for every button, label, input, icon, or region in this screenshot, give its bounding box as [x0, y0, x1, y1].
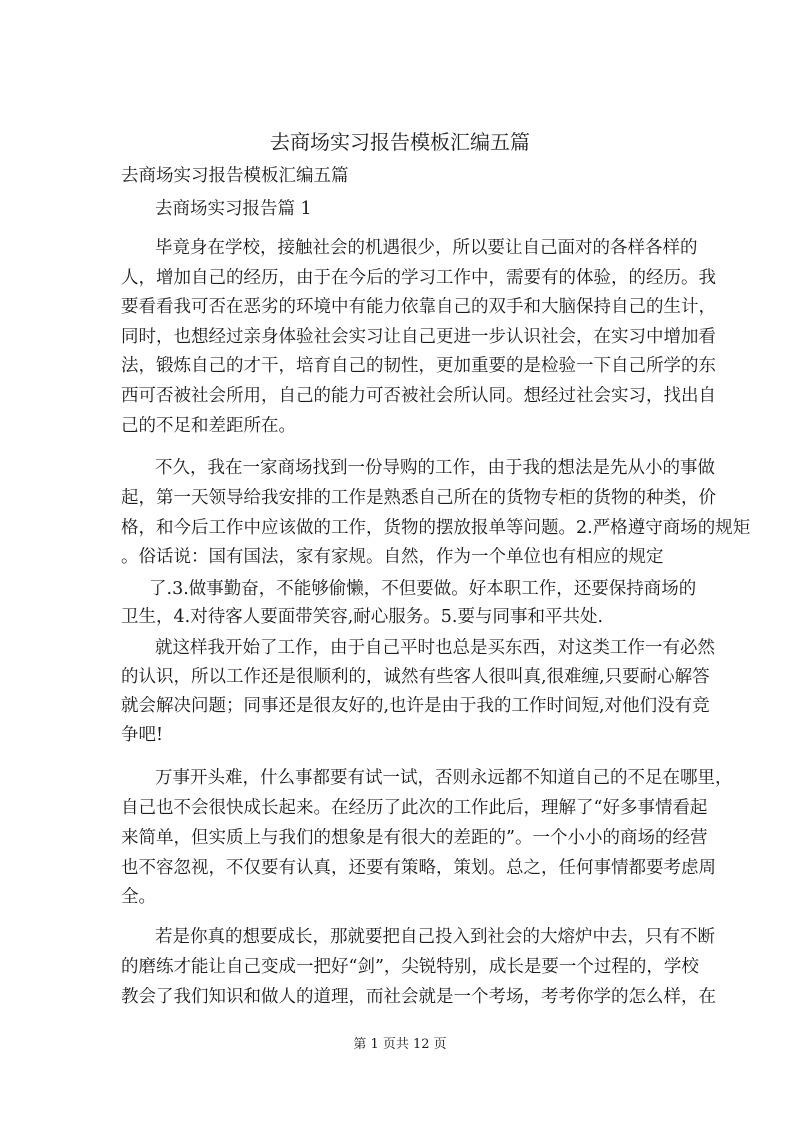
paragraph-line: 全。 — [121, 887, 156, 907]
document-subtitle: 去商场实习报告模板汇编五篇 — [121, 166, 349, 186]
section-heading: 去商场实习报告篇 1 — [155, 199, 312, 219]
paragraph-line: 不久，我在一家商场找到一份导购的工作，由于我的想法是先从小的事做 — [155, 458, 715, 478]
paragraph-line: 同时，也想经过亲身体验社会实习让自己更进一步认识社会，在实习中增加看 — [121, 327, 716, 347]
paragraph-line: 就会解决问题；同事还是很友好的,也许是由于我的工作时间短,对他们没有竞 — [121, 696, 710, 716]
paragraph-line: 卫生，4.对待客人要面带笑容,耐心服务。5.要与同事和平共处. — [121, 607, 604, 627]
paragraph-line: 争吧! — [121, 725, 164, 745]
paragraph-line: 教会了我们知识和做人的道理，而社会就是一个考场，考考你学的怎么样，在 — [121, 987, 716, 1007]
paragraph-line: 格，和今后工作中应该做的工作，货物的摆放报单等问题。2.严格遵守商场的规矩 — [121, 518, 751, 538]
page-footer: 第 1 页共 12 页 — [353, 1037, 447, 1052]
paragraph-line: 法，锻炼自己的才干，培育自己的韧性，更加重要的是检验一下自己所学的东 — [121, 356, 716, 376]
paragraph-line: 的磨练才能让自己变成一把好“剑”，尖锐特别，成长是要一个过程的，学校 — [121, 957, 699, 977]
paragraph-line: 了.3.做事勤奋，不能够偷懒，不但要做。好本职工作，还要保持商场的 — [149, 579, 697, 599]
paragraph-line: 来简单，但实质上与我们的想象是有很大的差距的”。一个小小的商场的经营 — [121, 828, 708, 848]
paragraph-line: 若是你真的想要成长，那就要把自己投入到社会的大熔炉中去，只有不断 — [155, 927, 715, 947]
paragraph-line: 要看看我可否在恶劣的环境中有能力依靠自己的双手和大脑保持自己的生计， — [121, 297, 716, 317]
paragraph-line: 。俗话说：国有国法，家有家规。自然，作为一个单位也有相应的规定 — [121, 547, 664, 567]
paragraph-line: 毕竟身在学校，接触社会的机遇很少，所以要让自己面对的各样各样的 — [155, 238, 698, 258]
paragraph-line: 人，增加自己的经历，由于在今后的学习工作中，需要有的体验，的经历。我 — [121, 268, 716, 288]
document-title: 去商场实习报告模板汇编五篇 — [270, 130, 530, 154]
paragraph-line: 万事开头难，什么事都要有试一试，否则永远都不知道自己的不足在哪里， — [155, 768, 733, 788]
paragraph-line: 起，第一天领导给我安排的工作是熟悉自己所在的货物专柜的货物的种类，价 — [121, 488, 716, 508]
paragraph-line: 己的不足和差距所在。 — [121, 416, 296, 436]
paragraph-line: 的认识，所以工作还是很顺利的，诚然有些客人很叫真,很难缠,只要耐心解答 — [121, 667, 710, 687]
paragraph-line: 也不容忽视，不仅要有认真，还要有策略，策划。总之，任何事情都要考虑周 — [121, 858, 716, 878]
paragraph-line: 就这样我开始了工作，由于自己平时也总是买东西，对这类工作一有必然 — [155, 638, 715, 658]
paragraph-line: 自己也不会很快成长起来。在经历了此次的工作此后，理解了“好多事情看起 — [121, 798, 708, 818]
paragraph-line: 西可否被社会所用，自己的能力可否被社会所认同。想经过社会实习，找出自 — [121, 386, 716, 406]
